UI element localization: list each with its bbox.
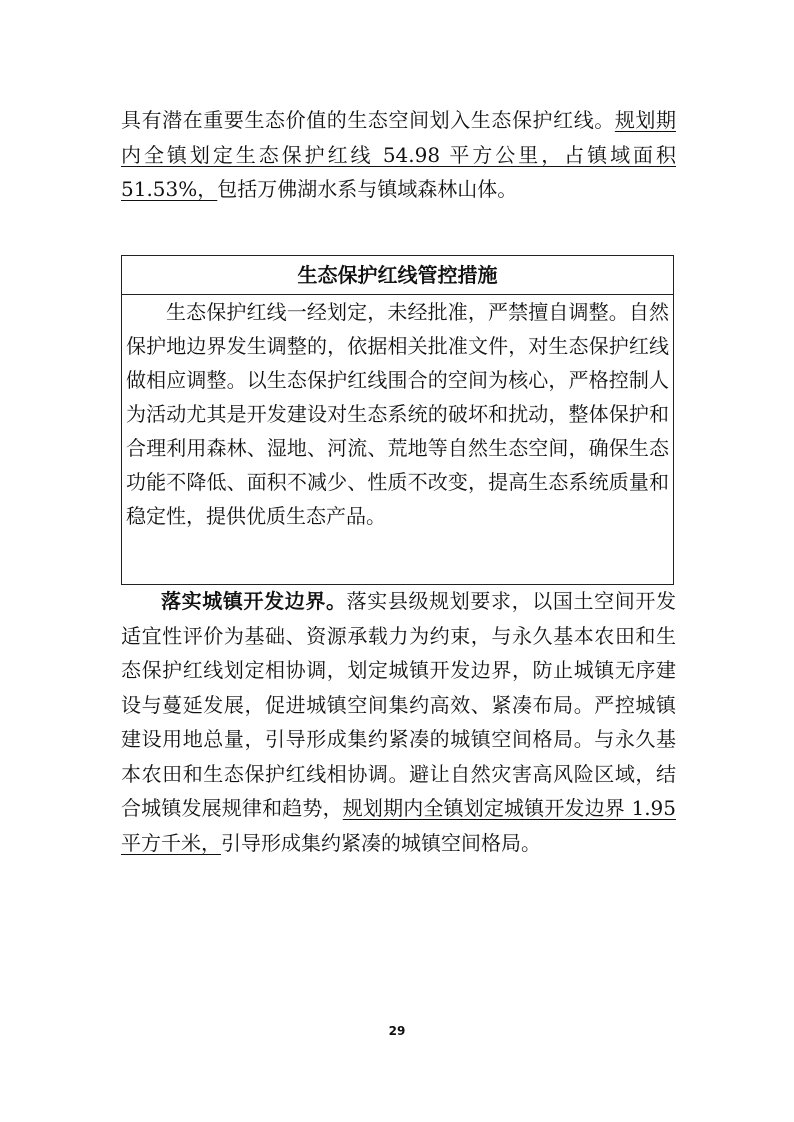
box-body-text: 生态保护红线一经划定，未经批准，严禁擅自调整。自然保护地边界发生调整的，依据相关批准文件，对生态保护红线做相应调整。以生态保护红线围合的空间为核心，严格控制人为活动尤其是开发建设对生态系统的破坏和扰动，整体保护和合理利用森林、湿地、河流、荒地等自然生态空间，确保生态功能不降低、面积不减少、性质不改变，提高生态系统质量和稳定性，提供优质生态产品。 [126,300,669,528]
paragraph2-text: 落实县级规划要求，以国土空间开发适宜性评价为基础、资源承载力为约束，与永久基本农田和生态保护红线划定相协调，划定城镇开发边界，防止城镇无序建设与蔓延发展，促进城镇空间集约高效、紧凑布局。严控城镇建设用地总量，引导形成集约紧凑的城镇空间格局。与永久基本农田和生态保护红线相协调。避让自然灾害高风险区域，结合城镇发展规律和趋势， [121,589,676,820]
page-number: 29 [388,1024,406,1038]
paragraph2-underlined-text: 规划期内全镇划定城镇开发边界 1.95 平方千米， [121,796,677,855]
paragraph1-underlined-text: 规划期内全镇划定生态保护红线 54.98 平方公里，占镇域面积 51.53%， [121,108,677,201]
paragraph-urban-boundary [121,584,676,860]
paragraph1-tail-text: 包括万佛湖水系与镇域森林山体。 [217,177,518,201]
paragraph1-text: 具有潜在重要生态价值的生态空间划入生态保护红线。 [121,108,615,132]
paragraph-ecological-redline [121,103,676,207]
control-measures-box [121,255,674,585]
box-title: 生态保护红线管控措施 [122,256,673,295]
paragraph2-heading: 落实城镇开发边界。 [161,589,347,613]
paragraph2-tail-text: 引导形成集约紧凑的城镇空间格局。 [221,830,541,855]
